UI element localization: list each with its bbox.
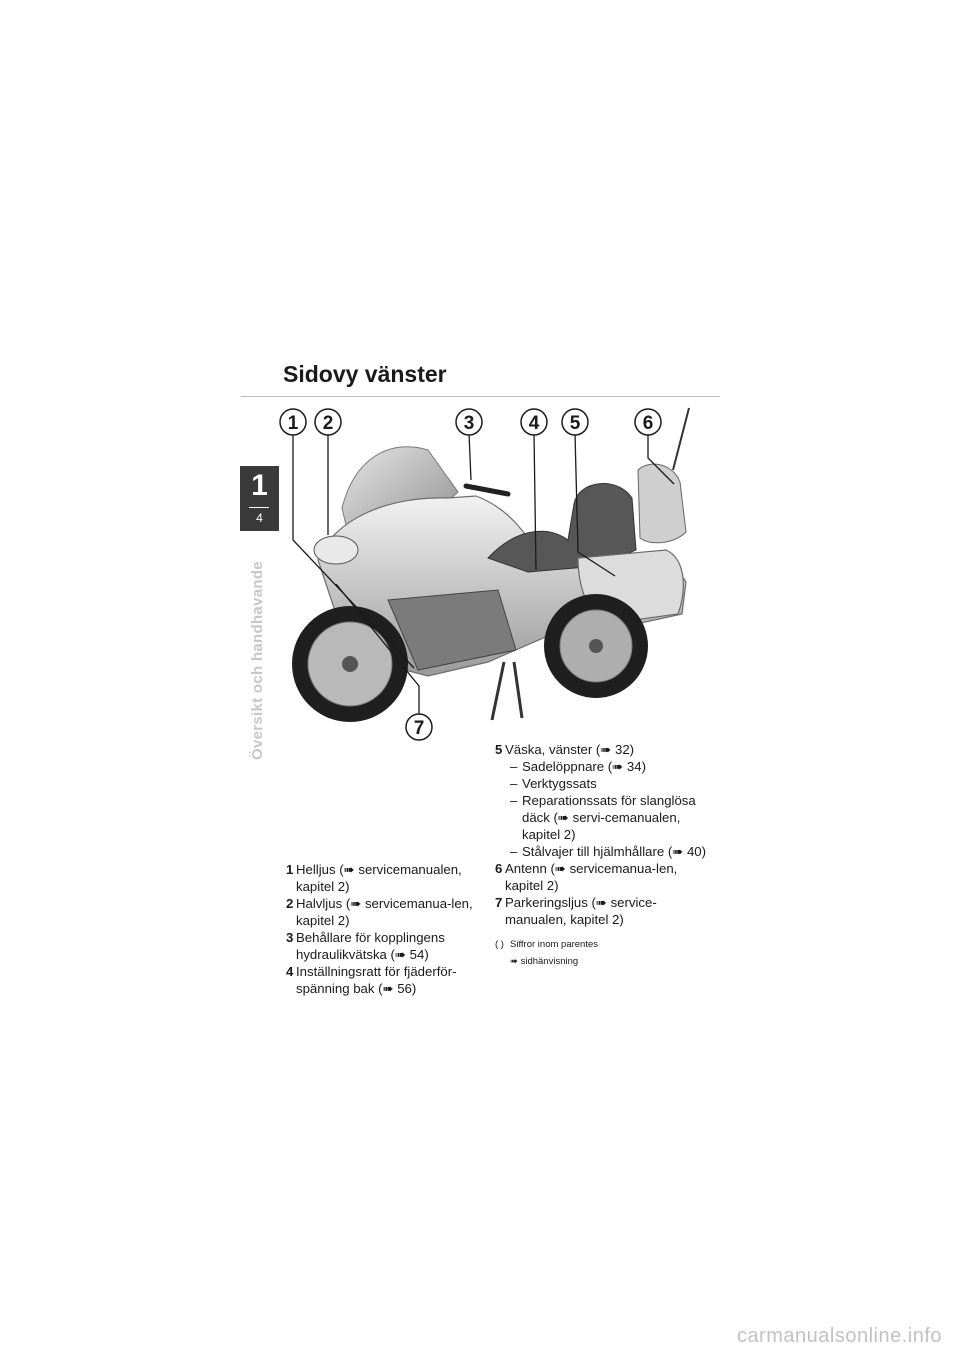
legend-subitem-text: Sadelöppnare (➠ 34) (522, 759, 646, 774)
legend-item-number: 7 (495, 895, 503, 910)
legend-item-2 (286, 895, 486, 929)
page-number: 4 (256, 511, 263, 525)
callout-marker-7 (406, 714, 432, 740)
callout-marker-2 (315, 409, 341, 435)
legend-item-3 (286, 929, 486, 963)
legend-subitem: – Reparationssats för slanglösa däck (➠ servi-cemanualen, kapitel 2) (495, 792, 710, 843)
legend-item-1 (286, 861, 486, 895)
callout-marker-4 (521, 409, 547, 435)
svg-text:3: 3 (463, 413, 475, 434)
svg-text:7: 7 (413, 718, 425, 739)
legend-item-text: Helljus (➠ servicemanualen, kapitel 2) (296, 862, 462, 894)
title-divider (241, 396, 720, 397)
svg-text:4: 4 (528, 413, 540, 434)
parenthesis-note-text: Siffror inom parentes (510, 939, 599, 950)
legend-item-number: 6 (495, 861, 503, 876)
legend-item-text: Inställningsratt för fjäderför-spänning bak (➠ 56) (296, 964, 457, 996)
legend-subitem: – Verktygssats (495, 775, 710, 792)
chapter-tab-divider (249, 507, 269, 508)
callout-marker-1 (280, 409, 306, 435)
legend-subitem: – Stålvajer till hjälmhållare (➠ 40) (495, 843, 710, 860)
svg-text:6: 6 (642, 413, 654, 434)
callout-marker-3 (456, 409, 482, 435)
legend-item-5 (495, 741, 710, 758)
legend-item-text: Antenn (➠ servicemanua-len, kapitel 2) (505, 861, 678, 893)
site-watermark: carmanualsonline.info (736, 1325, 942, 1347)
legend-list-left (286, 861, 486, 997)
legend-item-4 (286, 963, 486, 997)
svg-text:1: 1 (287, 413, 299, 434)
callout-marker-5 (562, 409, 588, 435)
chapter-tab (240, 466, 279, 531)
callout-marker-6 (635, 409, 661, 435)
svg-text:5: 5 (569, 413, 581, 434)
parenthesis-symbol: ( ) (495, 939, 504, 950)
leader-3 (469, 433, 471, 480)
legend-item-text: Halvljus (➠ servicemanua-len, kapitel 2) (296, 896, 473, 928)
legend-subitem: – Sadelöppnare (➠ 34) (495, 758, 710, 775)
legend-list-right (495, 741, 710, 969)
legend-item-6 (495, 860, 710, 894)
legend-item-text: Väska, vänster (➠ 32) (505, 742, 635, 757)
legend-item-number: 2 (286, 896, 294, 911)
page-reference-note: ➠ sidhänvisning (510, 956, 579, 967)
legend-item-number: 5 (495, 742, 503, 757)
chapter-number: 1 (251, 469, 268, 502)
legend-subitem-text: Reparationssats för slanglösa däck (➠ servi-cemanualen, kapitel 2) (522, 793, 696, 842)
legend-item-number: 1 (286, 862, 294, 877)
legend-item-7 (495, 894, 710, 928)
legend-item-number: 3 (286, 930, 294, 945)
motorcycle-figure (278, 400, 718, 745)
legend-item-text: Parkeringsljus (➠ service-manualen, kapitel 2) (505, 895, 657, 927)
page-title: Sidovy vänster (283, 361, 447, 387)
chapter-side-label: Översikt och handhavande (249, 561, 266, 760)
motorcycle-picture (292, 408, 689, 722)
svg-text:2: 2 (322, 413, 334, 434)
legend-item-number: 4 (286, 964, 294, 979)
legend-item-text: Behållare för kopplingens hydraulikvätska (➠ 54) (296, 930, 445, 962)
legend-subitem-text: Verktygssats (522, 776, 597, 791)
legend-subitem-text: Stålvajer till hjälmhållare (➠ 40) (522, 844, 707, 859)
parenthesis-note (495, 938, 710, 952)
